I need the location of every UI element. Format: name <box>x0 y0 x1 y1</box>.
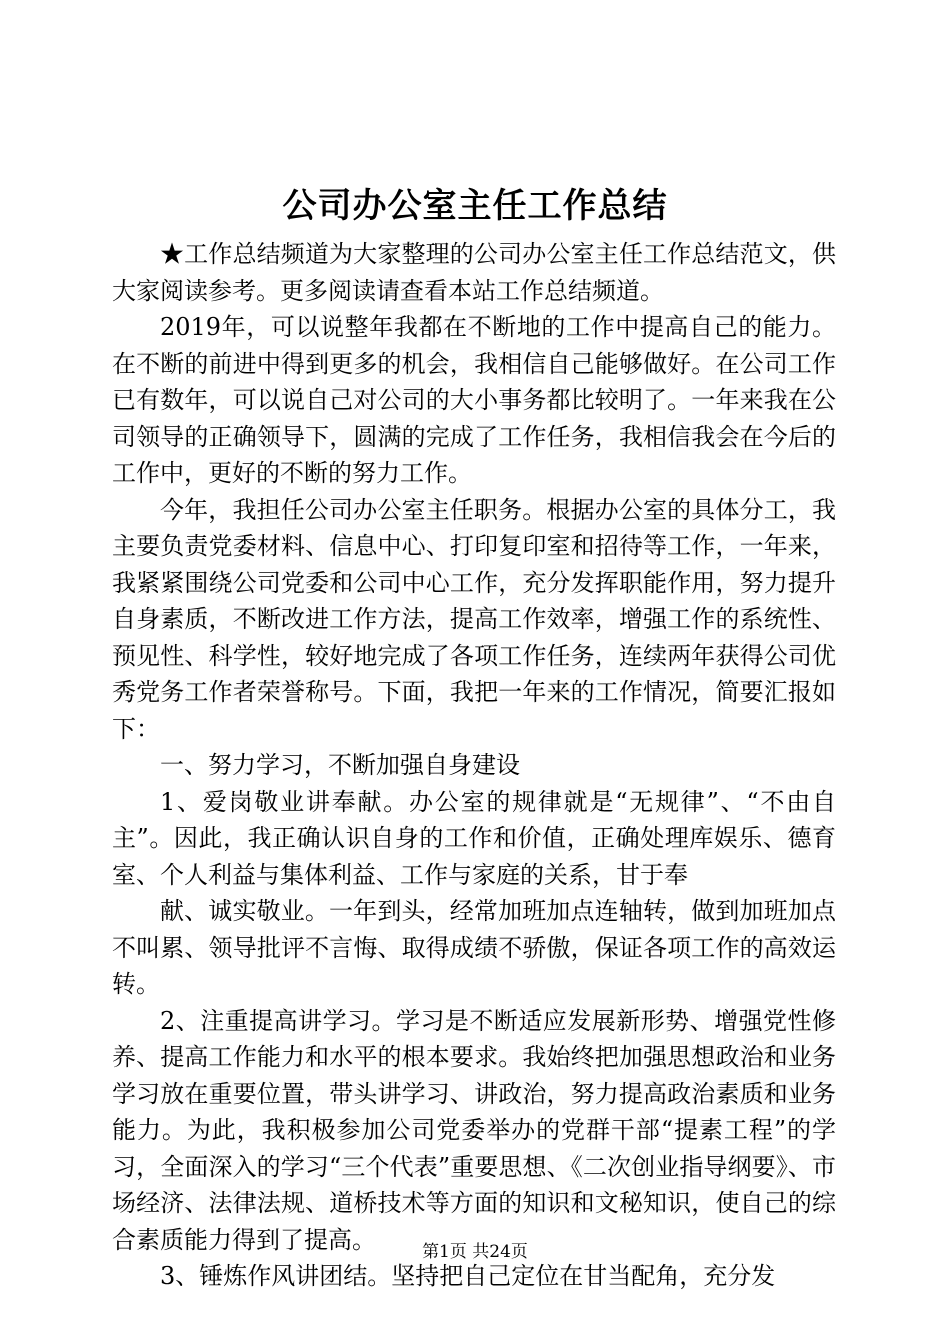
paragraph-item-2: 2、注重提高讲学习。学习是不断适应发展新形势、增强党性修养、提高工作能力和水平的根本要求。我始终把加强思想政治和业务学习放在重要位置，带头讲学习、讲政治，努力提高政治素质和业务能力。为此，我积极参加公司党委举办的党群干部“提素工程”的学习，全面深入的学习“三个代表”重要思想、《二次创业指导纲要》、市场经济、法律法规、道桥技术等方面的知识和文秘知识，使自己的综合素质能力得到了提高。 <box>112 1006 836 1254</box>
paragraph-item-1: 1、爱岗敬业讲奉献。办公室的规律就是“无规律”、“不由自主”。因此，我正确认识自身的工作和价值，正确处理库娱乐、德育室、个人利益与集体利益、工作与家庭的关系，甘于奉 <box>112 787 836 889</box>
paragraph-this-year: 今年，我担任公司办公室主任职务。根据办公室的具体分工，我主要负责党委材料、信息中心、打印复印室和招待等工作，一年来，我紧紧围绕公司党委和公司中心工作，充分发挥职能作用，努力提升自身素质，不断改进工作方法，提高工作效率，增强工作的系统性、预见性、科学性，较好地完成了各项工作任务，连续两年获得公司优秀党务工作者荣誉称号。下面，我把一年来的工作情况，简要汇报如下： <box>112 495 836 743</box>
page-footer: 第1页 共24页 <box>422 1242 528 1262</box>
paragraph-2019: 2019年，可以说整年我都在不断地的工作中提高自己的能力。在不断的前进中得到更多的机会，我相信自己能够做好。在公司工作已有数年，可以说自己对公司的大小事务都比较明了。一年来我在公司领导的正确领导下，圆满的完成了工作任务，我相信我会在今后的工作中，更好的不断的努力工作。 <box>112 313 836 487</box>
document-title: 公司办公室主任工作总结 <box>282 186 668 226</box>
paragraph-item-1-continued: 献、诚实敬业。一年到头，经常加班加点连轴转，做到加班加点不叫累、领导批评不言悔、取得成绩不骄傲，保证各项工作的高效运转。 <box>112 897 836 998</box>
document-body <box>112 236 836 1295</box>
paragraph-intro: ★工作总结频道为大家整理的公司办公室主任工作总结范文，供大家阅读参考。更多阅读请查看本站工作总结频道。 <box>112 240 836 305</box>
section-heading-1: 一、努力学习，不断加强自身建设 <box>160 751 520 779</box>
paragraph-item-3: 3、锤炼作风讲团结。坚持把自己定位在甘当配角，充分发 <box>160 1262 776 1290</box>
